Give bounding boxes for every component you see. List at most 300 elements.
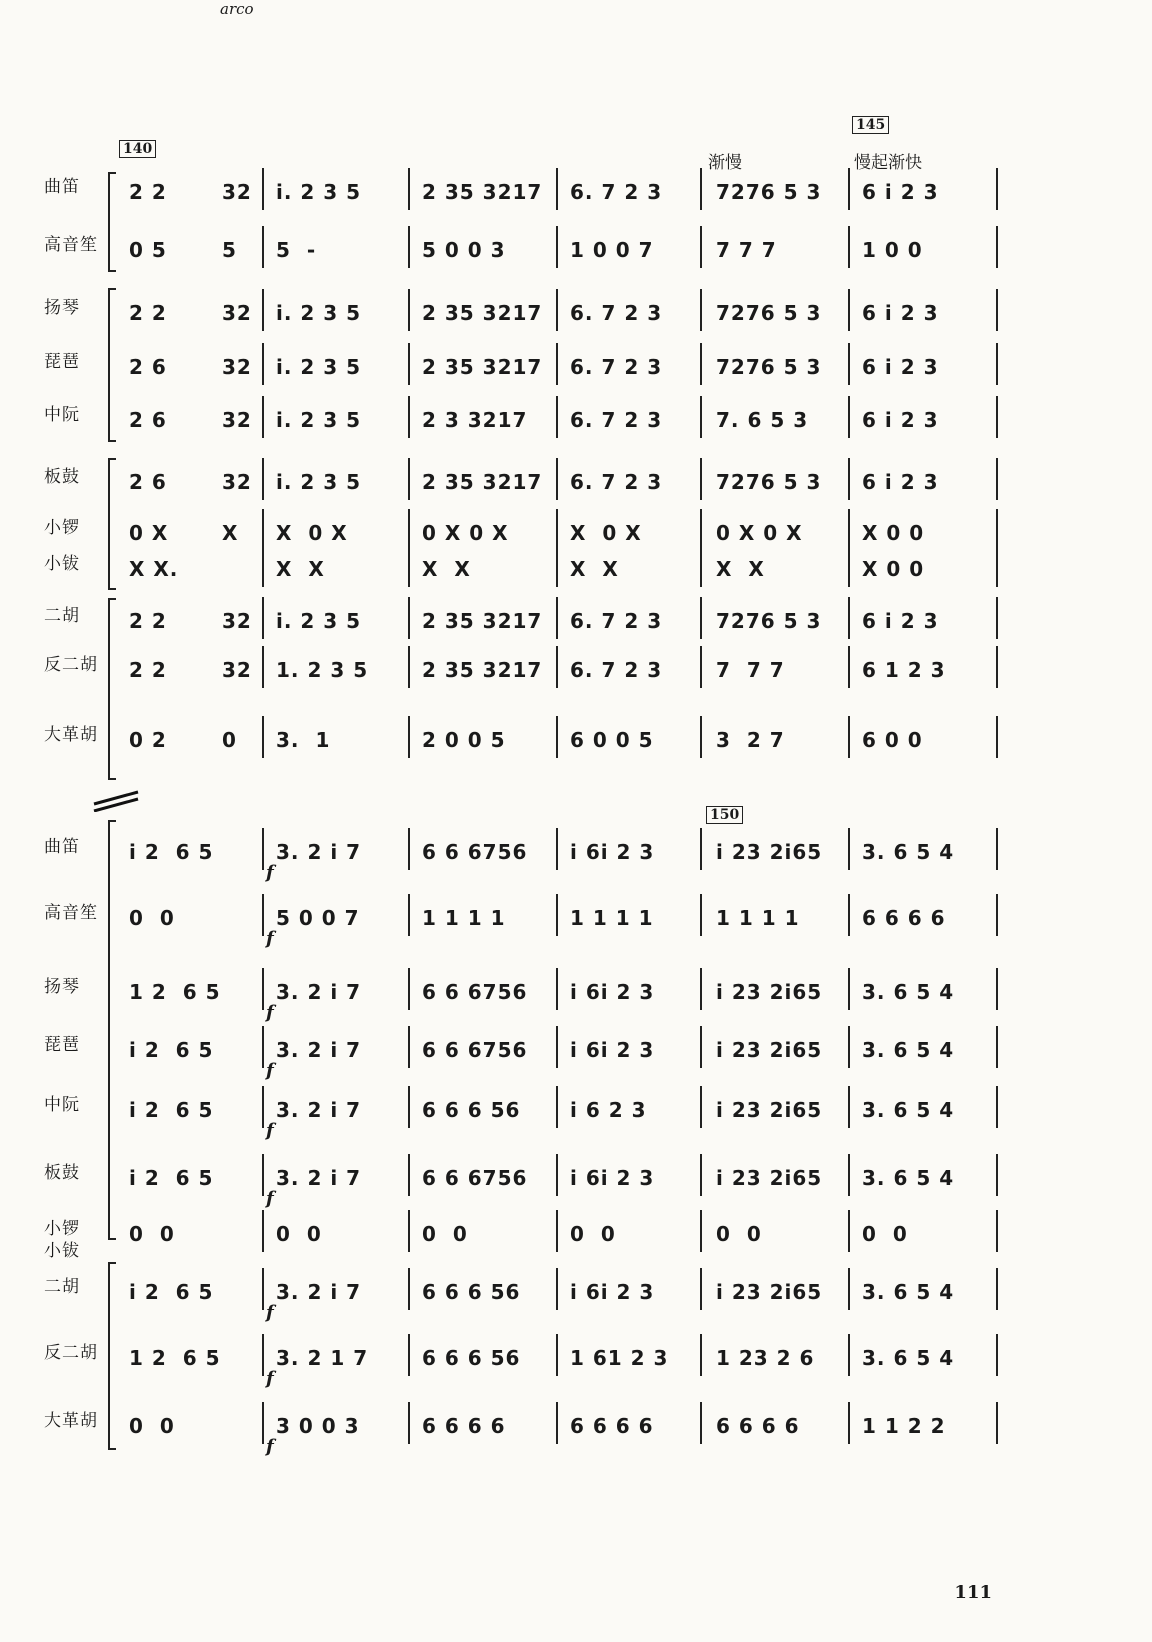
barline — [262, 289, 264, 331]
barline — [848, 646, 850, 688]
instrument-row — [0, 601, 1152, 641]
barline — [848, 968, 850, 1010]
barline — [408, 646, 410, 688]
instrument-row — [0, 898, 1152, 938]
measure-cell: 3. 6 5 4 — [862, 1166, 955, 1190]
instrument-label: 板鼓 — [44, 467, 80, 487]
measure-cell: 2 2 — [129, 180, 167, 204]
measure-cell: 2 2 — [129, 658, 167, 682]
barline — [262, 1402, 264, 1444]
instrument-label: 高音笙 — [44, 903, 98, 923]
barline — [996, 828, 998, 870]
measure-cell: 2 35 3217 — [422, 658, 543, 682]
measure-cell: 7 7 7 — [716, 238, 777, 262]
instrument-row — [0, 832, 1152, 872]
instrument-label: 反二胡 — [44, 1343, 98, 1363]
instrument-row — [0, 720, 1152, 760]
barline — [408, 458, 410, 500]
barline — [262, 1154, 264, 1196]
tempo-mark: 慢起渐快 — [854, 153, 922, 173]
rehearsal-mark: 145 — [852, 116, 889, 134]
measure-cell: 6. 7 2 3 — [570, 408, 663, 432]
barline — [262, 1026, 264, 1068]
measure-cell: 2 6 — [129, 408, 167, 432]
measure-cell: 1 1 1 1 — [422, 906, 506, 930]
measure-cell: 6 6 6756 — [422, 980, 528, 1004]
barline — [408, 226, 410, 268]
instrument-row — [0, 1214, 1152, 1254]
barline — [408, 396, 410, 438]
measure-cell: 6 i 2 3 — [862, 408, 939, 432]
instrument-row — [0, 1338, 1152, 1378]
instrument-row — [0, 400, 1152, 440]
barline — [996, 343, 998, 385]
dynamic-mark: f — [266, 1436, 274, 1457]
measure-cell: 3. 2 1 7 — [276, 1346, 369, 1370]
barline — [556, 1334, 558, 1376]
measure-cell: i 23 2i65 — [716, 840, 823, 864]
measure-cell: 7. 6 5 3 — [716, 408, 809, 432]
measure-cell: 3. 1 — [276, 728, 331, 752]
instrument-label: 琵琶 — [44, 352, 80, 372]
dynamic-mark: f — [266, 928, 274, 949]
dynamic-mark: f — [266, 1120, 274, 1141]
barline — [848, 597, 850, 639]
barline — [700, 1334, 702, 1376]
page-number: 111 — [954, 1582, 992, 1603]
measure-cell: 0 X — [129, 521, 169, 545]
measure-cell: 6 i 2 3 — [862, 301, 939, 325]
barline — [700, 1268, 702, 1310]
measure-cell: 32 — [222, 609, 252, 633]
measure-cell: 2 35 3217 — [422, 180, 543, 204]
barline — [408, 828, 410, 870]
measure-cell: 0 0 — [276, 1222, 322, 1246]
measure-cell: 2 35 3217 — [422, 470, 543, 494]
barline — [408, 343, 410, 385]
measure-cell: 1 0 0 7 — [570, 238, 654, 262]
barline — [556, 1402, 558, 1444]
measure-cell: 6 6 6756 — [422, 1166, 528, 1190]
measure-cell: i 2 6 5 — [129, 1098, 214, 1122]
barline — [848, 1268, 850, 1310]
measure-cell: 6 i 2 3 — [862, 180, 939, 204]
measure-cell: 0 0 — [129, 1414, 175, 1438]
barline — [262, 226, 264, 268]
instrument-row — [0, 650, 1152, 690]
measure-cell: 32 — [222, 301, 252, 325]
measure-cell: 6 6 6 6 — [422, 1414, 506, 1438]
barline — [700, 545, 702, 587]
measure-cell: i. 2 3 5 — [276, 609, 362, 633]
measure-cell: 0 2 — [129, 728, 167, 752]
instrument-label: 二胡 — [44, 1277, 80, 1297]
instrument-label: 小锣 小钹 — [44, 1219, 80, 1261]
measure-cell: 1 1 2 2 — [862, 1414, 946, 1438]
barline — [556, 968, 558, 1010]
dynamic-mark: f — [266, 1060, 274, 1081]
measure-cell: X X. — [129, 557, 179, 581]
barline — [700, 894, 702, 936]
barline — [700, 716, 702, 758]
measure-cell: i 6i 2 3 — [570, 840, 655, 864]
barline — [996, 597, 998, 639]
measure-cell: 7 7 7 — [716, 658, 785, 682]
barline — [996, 226, 998, 268]
instrument-row — [0, 293, 1152, 333]
instrument-label: 高音笙 — [44, 235, 98, 255]
instrument-row — [0, 1272, 1152, 1312]
barline — [700, 289, 702, 331]
measure-cell: 3. 6 5 4 — [862, 840, 955, 864]
measure-cell: 1 1 1 1 — [716, 906, 800, 930]
measure-cell: i 23 2i65 — [716, 1038, 823, 1062]
measure-cell: 3. 6 5 4 — [862, 1346, 955, 1370]
measure-cell: i 6i 2 3 — [570, 1166, 655, 1190]
measure-cell: 6 6 6756 — [422, 840, 528, 864]
instrument-label: 二胡 — [44, 606, 80, 626]
measure-cell: 2 0 0 5 — [422, 728, 506, 752]
barline — [556, 168, 558, 210]
barline — [556, 646, 558, 688]
instrument-row — [0, 230, 1152, 270]
technique-mark: arco — [220, 0, 254, 18]
measure-cell: 2 35 3217 — [422, 301, 543, 325]
measure-cell: 3. 2 i 7 — [276, 980, 362, 1004]
barline — [556, 894, 558, 936]
barline — [262, 545, 264, 587]
measure-cell: 3. 2 i 7 — [276, 1166, 362, 1190]
dynamic-mark: f — [266, 1188, 274, 1209]
barline — [700, 646, 702, 688]
measure-cell: X 0 X — [570, 521, 642, 545]
barline — [556, 1154, 558, 1196]
measure-cell: 3 2 7 — [716, 728, 785, 752]
instrument-label: 曲笛 — [44, 177, 80, 197]
barline — [408, 1268, 410, 1310]
barline — [262, 646, 264, 688]
measure-cell: i 23 2i65 — [716, 1166, 823, 1190]
barline — [556, 1210, 558, 1252]
barline — [556, 396, 558, 438]
measure-cell: 6 i 2 3 — [862, 609, 939, 633]
barline — [996, 1154, 998, 1196]
barline — [996, 894, 998, 936]
barline — [996, 1268, 998, 1310]
barline — [556, 1268, 558, 1310]
barline — [700, 1154, 702, 1196]
barline — [700, 597, 702, 639]
measure-cell: X X — [716, 557, 765, 581]
instrument-label: 反二胡 — [44, 655, 98, 675]
barline — [700, 458, 702, 500]
barline — [700, 1086, 702, 1128]
measure-cell: 6. 7 2 3 — [570, 355, 663, 379]
measure-cell: 6 6 6 56 — [422, 1280, 521, 1304]
barline — [700, 968, 702, 1010]
barline — [996, 545, 998, 587]
measure-cell: 32 — [222, 180, 252, 204]
system-break-mark — [92, 790, 140, 812]
barline — [556, 289, 558, 331]
barline — [996, 289, 998, 331]
measure-cell: i 6i 2 3 — [570, 980, 655, 1004]
measure-cell: X X — [422, 557, 471, 581]
barline — [996, 1210, 998, 1252]
measure-cell: 6 6 6 6 — [716, 1414, 800, 1438]
measure-cell: 7276 5 3 — [716, 180, 822, 204]
measure-cell: 6 0 0 5 — [570, 728, 654, 752]
barline — [700, 828, 702, 870]
barline — [408, 968, 410, 1010]
barline — [408, 716, 410, 758]
measure-cell: X X — [276, 557, 325, 581]
measure-cell: 6. 7 2 3 — [570, 470, 663, 494]
instrument-label: 中阮 — [44, 1095, 80, 1115]
barline — [408, 1026, 410, 1068]
barline — [408, 1154, 410, 1196]
measure-cell: 2 6 — [129, 470, 167, 494]
barline — [262, 1268, 264, 1310]
measure-cell: 3. 6 5 4 — [862, 1280, 955, 1304]
measure-cell: i 23 2i65 — [716, 1098, 823, 1122]
measure-cell: 1 1 1 1 — [570, 906, 654, 930]
instrument-row — [0, 1406, 1152, 1446]
barline — [262, 343, 264, 385]
barline — [556, 226, 558, 268]
measure-cell: i 2 6 5 — [129, 1038, 214, 1062]
rehearsal-mark: 140 — [119, 140, 156, 158]
instrument-label: 小锣 — [44, 518, 80, 538]
barline — [848, 716, 850, 758]
barline — [848, 343, 850, 385]
measure-cell: 6 6 6 6 — [570, 1414, 654, 1438]
barline — [700, 1402, 702, 1444]
measure-cell: 6. 7 2 3 — [570, 180, 663, 204]
barline — [408, 597, 410, 639]
barline — [408, 1402, 410, 1444]
measure-cell: 2 2 — [129, 609, 167, 633]
dynamic-mark: f — [266, 862, 274, 883]
measure-cell: 0 0 — [129, 1222, 175, 1246]
measure-cell: 1 2 6 5 — [129, 1346, 221, 1370]
instrument-row — [0, 972, 1152, 1012]
barline — [848, 458, 850, 500]
measure-cell: 6. 7 2 3 — [570, 658, 663, 682]
instrument-label: 扬琴 — [44, 298, 80, 318]
barline — [700, 396, 702, 438]
measure-cell: i 2 6 5 — [129, 1166, 214, 1190]
measure-cell: 0 X 0 X — [716, 521, 803, 545]
measure-cell: i. 2 3 5 — [276, 355, 362, 379]
measure-cell: 3. 2 i 7 — [276, 1038, 362, 1062]
barline — [700, 168, 702, 210]
dynamic-mark: f — [266, 1368, 274, 1389]
measure-cell: i. 2 3 5 — [276, 301, 362, 325]
measure-cell: 2 6 — [129, 355, 167, 379]
barline — [262, 1334, 264, 1376]
measure-cell: 6 i 2 3 — [862, 355, 939, 379]
measure-cell: 6 0 0 — [862, 728, 923, 752]
measure-cell: 1 61 2 3 — [570, 1346, 669, 1370]
barline — [556, 597, 558, 639]
measure-cell: 2 2 — [129, 301, 167, 325]
barline — [262, 828, 264, 870]
measure-cell: 6 i 2 3 — [862, 470, 939, 494]
barline — [848, 828, 850, 870]
barline — [848, 289, 850, 331]
measure-cell: 3 0 0 3 — [276, 1414, 360, 1438]
measure-cell: 32 — [222, 408, 252, 432]
barline — [848, 168, 850, 210]
measure-cell: X — [222, 521, 239, 545]
measure-cell: 7276 5 3 — [716, 609, 822, 633]
barline — [996, 716, 998, 758]
barline — [848, 545, 850, 587]
measure-cell: 5 — [222, 238, 237, 262]
instrument-label: 曲笛 — [44, 837, 80, 857]
measure-cell: 32 — [222, 355, 252, 379]
measure-cell: i 6i 2 3 — [570, 1038, 655, 1062]
measure-cell: 6. 7 2 3 — [570, 301, 663, 325]
instrument-row — [0, 347, 1152, 387]
instrument-label: 扬琴 — [44, 977, 80, 997]
barline — [262, 396, 264, 438]
measure-cell: 3. 6 5 4 — [862, 980, 955, 1004]
barline — [848, 1026, 850, 1068]
barline — [262, 1086, 264, 1128]
barline — [262, 894, 264, 936]
barline — [262, 1210, 264, 1252]
measure-cell: 3. 2 i 7 — [276, 840, 362, 864]
measure-cell: i. 2 3 5 — [276, 408, 362, 432]
barline — [848, 226, 850, 268]
barline — [556, 716, 558, 758]
instrument-row — [0, 462, 1152, 502]
measure-cell: 6 6 6 56 — [422, 1098, 521, 1122]
instrument-label: 大革胡 — [44, 1411, 98, 1431]
measure-cell: i 6i 2 3 — [570, 1280, 655, 1304]
measure-cell: 6 6 6 56 — [422, 1346, 521, 1370]
barline — [700, 226, 702, 268]
barline — [996, 646, 998, 688]
barline — [408, 168, 410, 210]
barline — [556, 343, 558, 385]
measure-cell: 2 3 3217 — [422, 408, 528, 432]
barline — [996, 1334, 998, 1376]
measure-cell: 5 0 0 3 — [422, 238, 506, 262]
instrument-label: 大革胡 — [44, 725, 98, 745]
instrument-label: 琵琶 — [44, 1035, 80, 1055]
tempo-mark: 渐慢 — [708, 153, 742, 173]
barline — [996, 1086, 998, 1128]
instrument-label: 中阮 — [44, 405, 80, 425]
barline — [556, 1026, 558, 1068]
measure-cell: 1 0 0 — [862, 238, 923, 262]
measure-cell: 1 23 2 6 — [716, 1346, 815, 1370]
measure-cell: 3. 2 i 7 — [276, 1280, 362, 1304]
measure-cell: 7276 5 3 — [716, 355, 822, 379]
barline — [996, 1402, 998, 1444]
measure-cell: X X — [570, 557, 619, 581]
barline — [700, 343, 702, 385]
barline — [848, 1334, 850, 1376]
measure-cell: 0 0 — [862, 1222, 908, 1246]
barline — [848, 1086, 850, 1128]
dynamic-mark: f — [266, 1002, 274, 1023]
measure-cell: 6 6 6756 — [422, 1038, 528, 1062]
measure-cell: 32 — [222, 470, 252, 494]
barline — [996, 168, 998, 210]
barline — [262, 597, 264, 639]
barline — [848, 396, 850, 438]
barline — [700, 1210, 702, 1252]
barline — [262, 716, 264, 758]
barline — [848, 1210, 850, 1252]
barline — [408, 289, 410, 331]
instrument-row — [0, 1090, 1152, 1130]
barline — [556, 458, 558, 500]
instrument-row — [0, 549, 1152, 589]
rehearsal-mark: 150 — [706, 806, 743, 824]
barline — [848, 1154, 850, 1196]
barline — [262, 168, 264, 210]
barline — [700, 1026, 702, 1068]
barline — [996, 396, 998, 438]
measure-cell: X 0 X — [276, 521, 348, 545]
measure-cell: 3. 6 5 4 — [862, 1038, 955, 1062]
barline — [556, 1086, 558, 1128]
instrument-row — [0, 1158, 1152, 1198]
measure-cell: 2 35 3217 — [422, 609, 543, 633]
instrument-label: 小钹 — [44, 554, 80, 574]
measure-cell: i 23 2i65 — [716, 980, 823, 1004]
barline — [848, 1402, 850, 1444]
measure-cell: i 2 6 5 — [129, 1280, 214, 1304]
measure-cell: X 0 0 — [862, 521, 925, 545]
measure-cell: 0 0 — [422, 1222, 468, 1246]
measure-cell: 1 2 6 5 — [129, 980, 221, 1004]
measure-cell: 3. 6 5 4 — [862, 1098, 955, 1122]
measure-cell: 5 0 0 7 — [276, 906, 360, 930]
measure-cell: 5 - — [276, 238, 317, 262]
barline — [408, 1086, 410, 1128]
barline — [996, 968, 998, 1010]
measure-cell: 0 X 0 X — [422, 521, 509, 545]
barline — [262, 458, 264, 500]
measure-cell: 3. 2 i 7 — [276, 1098, 362, 1122]
barline — [996, 1026, 998, 1068]
barline — [408, 1334, 410, 1376]
measure-cell: i 6 2 3 — [570, 1098, 647, 1122]
barline — [996, 458, 998, 500]
measure-cell: 6 1 2 3 — [862, 658, 946, 682]
measure-cell: 6. 7 2 3 — [570, 609, 663, 633]
instrument-row — [0, 172, 1152, 212]
instrument-row — [0, 1030, 1152, 1070]
measure-cell: 2 35 3217 — [422, 355, 543, 379]
barline — [408, 545, 410, 587]
barline — [262, 968, 264, 1010]
measure-cell: i 2 6 5 — [129, 840, 214, 864]
measure-cell: 0 5 — [129, 238, 167, 262]
instrument-label: 板鼓 — [44, 1163, 80, 1183]
measure-cell: 7276 5 3 — [716, 301, 822, 325]
measure-cell: i. 2 3 5 — [276, 470, 362, 494]
measure-cell: 1. 2 3 5 — [276, 658, 369, 682]
measure-cell: 32 — [222, 658, 252, 682]
measure-cell: 0 0 — [716, 1222, 762, 1246]
